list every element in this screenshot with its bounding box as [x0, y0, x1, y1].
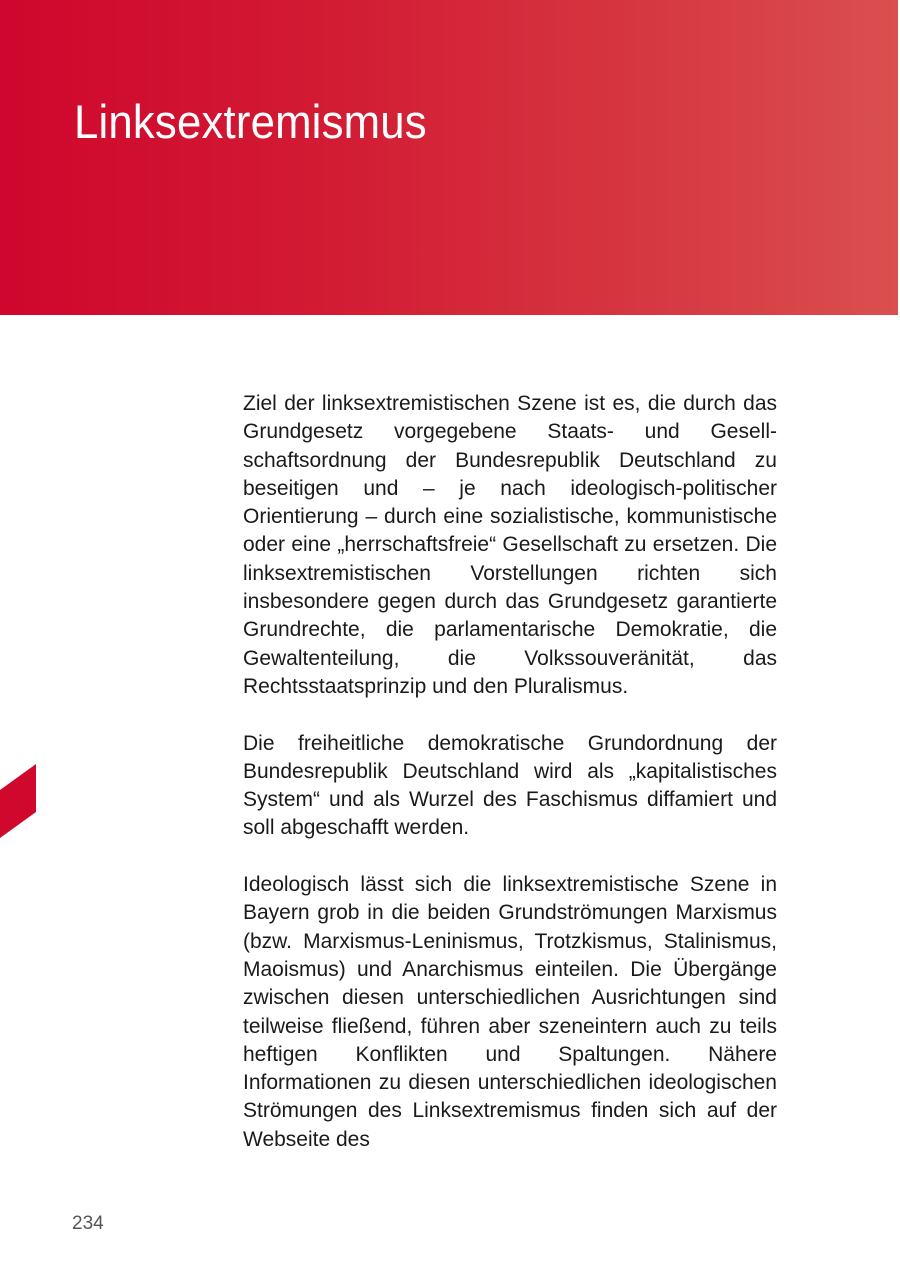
chapter-title: Linksextremismus — [74, 95, 427, 148]
chapter-header-banner — [0, 0, 898, 315]
paragraph-2: Die freiheitliche demokratische Grundordnung der Bundesrepublik Deutschland wird als „kapitalistisches System“ und als Wurzel des Faschismus diffamiert und soll abgeschafft werden. — [243, 731, 777, 840]
page-number: 234 — [72, 1213, 104, 1234]
paragraph-3: Ideologisch lässt sich die linksextremistische Szene in Bayern grob in die beiden Grundströmungen Marxismus (bzw. Marxismus-Leninismus, Trotzkismus, Stalinismus, Maoismus) und Anarchismus einteilen. Die Übergänge zwischen diesen unterschiedlichen Ausrichtungen sind teilweise fließend, führen aber szeneintern auch zu teils heftigen Konflikten und Spaltungen. Nähere Informationen zu diesen unterschiedlichen ideologischen Strömungen des Linksextremismus finden sich auf der Webseite des — [243, 873, 777, 1151]
paragraph-1: Ziel der linksextremistischen Szene ist es, die durch das Grundgesetz vorgegebene Staats- und Gesellschaftsordnung der Bundesrepublik Deutschland zu beseitigen und – je nach ideologisch-politischer Orientierung – durch eine sozialistische, kommunistische oder eine „herrschaftsfreie“ Gesellschaft zu ersetzen. Die linksextremistischen Vorstellungen richten sich insbesondere gegen durch das Grundgesetz garantierte Grundrechte, die parlamentarische Demokratie, die Gewaltenteilung, die Volkssouveränität, das Rechtsstaatsprinzip und den Pluralismus. — [243, 392, 777, 698]
body-text — [243, 390, 777, 1182]
red-parallelogram-marker-icon — [0, 762, 40, 842]
